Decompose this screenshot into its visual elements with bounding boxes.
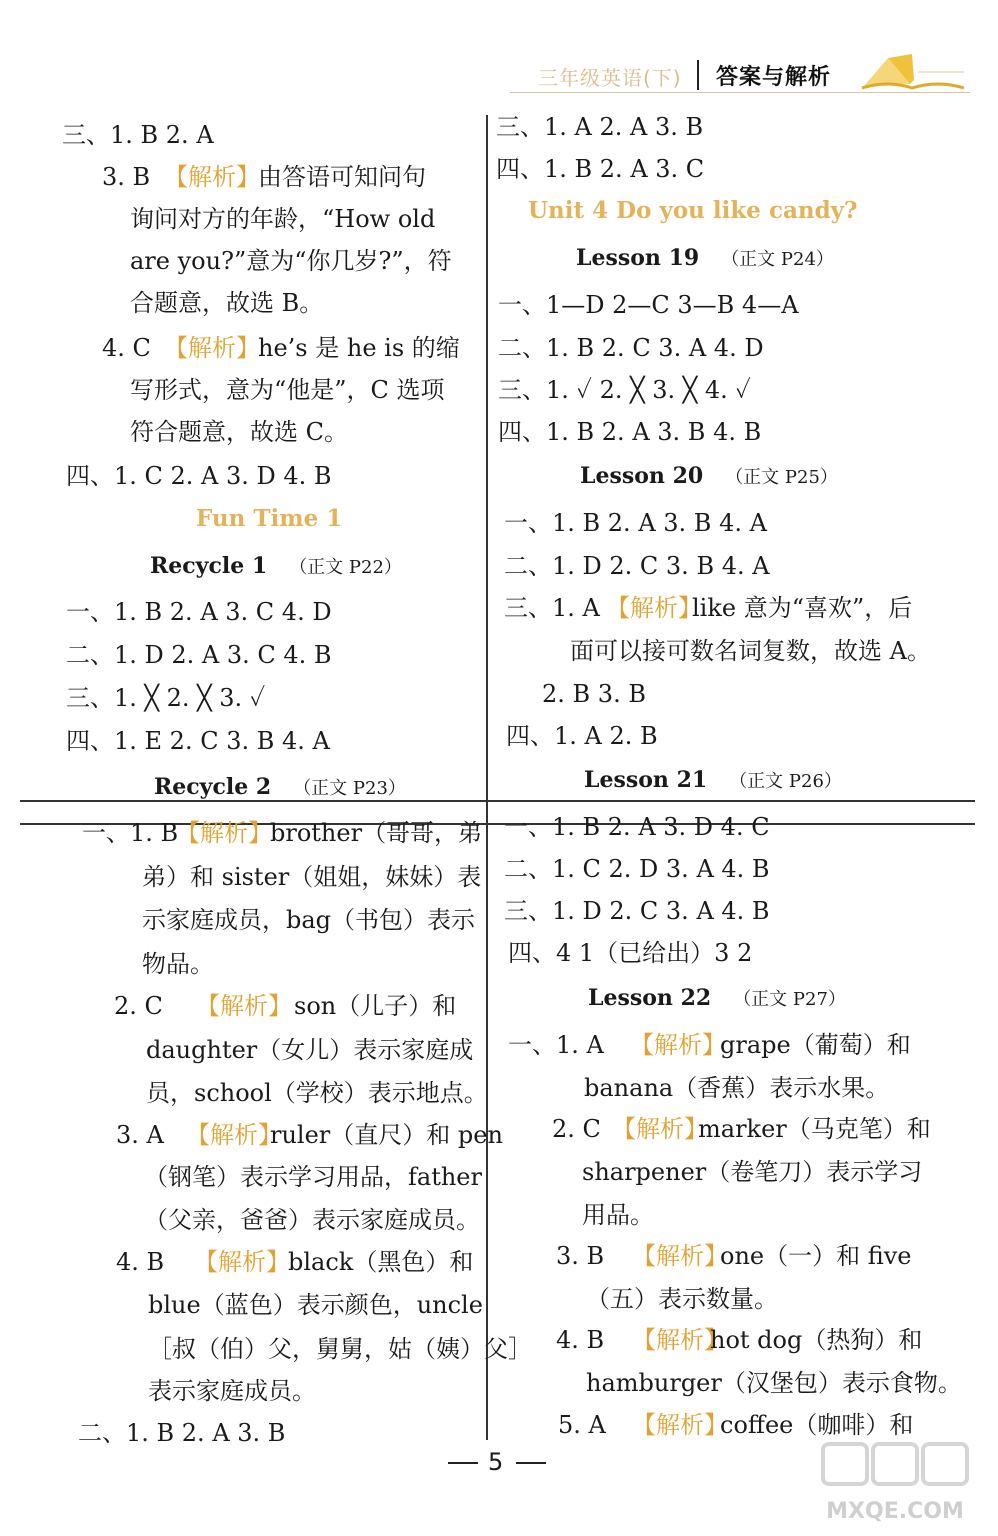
answer-line: 三、1. D 2. C 3. A 4. B	[504, 897, 770, 925]
answer-line: like 意为“喜欢”，后	[692, 594, 913, 622]
page-number: 5	[488, 1448, 504, 1476]
answer-line: 3. B	[102, 163, 151, 191]
answer-line: 弟）和 sister（姐姐，妹妹）表	[142, 863, 482, 891]
answer-line: 一、1. A	[508, 1031, 604, 1059]
answer-line: （父亲，爸爸）表示家庭成员。	[144, 1206, 480, 1234]
svg-text:MXQE.COM: MXQE.COM	[826, 1499, 964, 1524]
analysis-label: 【解析】	[630, 1031, 726, 1059]
analysis-label: 【解析】	[194, 1248, 290, 1276]
header-title: 答案与解析	[716, 65, 832, 90]
book-icon	[858, 50, 968, 94]
answer-line: 四、1. B 2. A 3. B 4. B	[498, 418, 762, 446]
page-number-dash-left	[448, 1462, 478, 1464]
answer-line: ［叔（伯）父，舅舅，姑（姨）父］	[148, 1335, 532, 1363]
answer-line: 物品。	[142, 950, 214, 978]
watermark-logo	[815, 1440, 975, 1530]
answer-line: 一、1—D 2—C 3—B 4—A	[498, 291, 799, 319]
answer-line: he’s 是 he is 的缩	[258, 334, 460, 362]
answer-line: 三、1. ✓ 2. ╳ 3. ╳ 4. ✓	[498, 376, 751, 404]
analysis-label: 【解析】	[164, 334, 260, 362]
answer-line: 合题意，故选 B。	[130, 289, 324, 317]
answer-line: 一、1. B 2. A 3. D 4. C	[504, 813, 770, 841]
answer-line: 四、1. B 2. A 3. C	[496, 155, 705, 183]
answer-line: 三、1. ╳ 2. ╳ 3. ✓	[66, 684, 266, 712]
answer-line: coffee（咖啡）和	[720, 1411, 914, 1439]
answer-line: hamburger（汉堡包）表示食物。	[586, 1369, 962, 1397]
answer-line: grape（葡萄）和	[720, 1031, 911, 1059]
answer-line: 3. B	[556, 1242, 605, 1270]
answer-line: 员，school（学校）表示地点。	[146, 1079, 488, 1107]
answer-line: 三、1. A	[504, 594, 600, 622]
analysis-label: 【解析】	[186, 1121, 282, 1149]
answer-line: 2. C	[114, 992, 163, 1020]
fun-time-heading: Fun Time 1	[196, 505, 343, 532]
answer-line: 示家庭成员，bag（书包）表示	[142, 906, 476, 934]
answer-line: one（一）和 five	[720, 1242, 912, 1270]
answer-line: brother（哥哥，弟	[270, 819, 483, 847]
answer-line: 2. B 3. B	[542, 680, 646, 708]
lesson21-heading: Lesson 21 （正文 P26）	[584, 767, 842, 793]
answer-line: 一、1. B	[82, 819, 179, 847]
lesson20-heading: Lesson 20 （正文 P25）	[580, 463, 838, 489]
answer-line: blue（蓝色）表示颜色，uncle	[148, 1291, 483, 1319]
analysis-label: 【解析】	[612, 1115, 708, 1143]
answer-line: 四、1. C 2. A 3. D 4. B	[66, 462, 332, 490]
recycle1-heading: Recycle 1 （正文 P22）	[150, 553, 402, 579]
lesson22-heading: Lesson 22 （正文 P27）	[588, 985, 846, 1011]
analysis-label: 【解析】	[632, 1326, 728, 1354]
answer-line: 写形式，意为“他是”，C 选项	[130, 376, 445, 404]
answer-line: 2. C	[552, 1115, 601, 1143]
analysis-label: 【解析】	[632, 1242, 728, 1270]
answer-line: 询问对方的年龄，“How old	[130, 205, 436, 233]
answer-line: 二、1. D 2. C 3. B 4. A	[504, 552, 770, 580]
header-divider	[697, 60, 699, 90]
answer-line: 符合题意，故选 C。	[130, 418, 348, 446]
answer-line: 4. C	[102, 334, 151, 362]
recycle2-heading: Recycle 2 （正文 P23）	[154, 774, 406, 800]
answer-line: 表示家庭成员。	[148, 1377, 316, 1405]
answer-line: （五）表示数量。	[586, 1285, 778, 1313]
answer-line: black（黑色）和	[288, 1248, 474, 1276]
answer-line: （钢笔）表示学习用品，father	[144, 1163, 482, 1191]
analysis-label: 【解析】	[606, 594, 702, 622]
analysis-label: 【解析】	[176, 819, 272, 847]
answer-line: 二、1. D 2. A 3. C 4. B	[66, 641, 332, 669]
cut-line-top	[20, 800, 975, 802]
answer-line: 四、1. A 2. B	[506, 722, 658, 750]
answer-line: are you?”意为“你几岁?”，符	[130, 247, 452, 275]
lesson19-heading: Lesson 19 （正文 P24）	[576, 245, 834, 271]
answer-line: 3. A	[116, 1121, 164, 1149]
answer-line: hot dog（热狗）和	[710, 1326, 923, 1354]
answer-line: 二、1. B 2. C 3. A 4. D	[498, 334, 764, 362]
answer-line: 由答语可知问句	[258, 163, 426, 191]
answer-line: marker（马克笔）和	[698, 1115, 931, 1143]
answer-line: 二、1. C 2. D 3. A 4. B	[504, 855, 770, 883]
answer-line: 5. A	[558, 1411, 606, 1439]
answer-line: banana（香蕉）表示水果。	[584, 1074, 890, 1102]
answer-line: daughter（女儿）表示家庭成	[146, 1036, 474, 1064]
header-subtitle: 三年级英语(下)	[538, 66, 682, 90]
answer-line: 一、1. B 2. A 3. B 4. A	[504, 509, 767, 537]
answer-line: 4. B	[116, 1248, 165, 1276]
answer-line: son（儿子）和	[294, 992, 457, 1020]
analysis-label: 【解析】	[632, 1411, 728, 1439]
unit-heading: Unit 4 Do you like candy?	[528, 197, 858, 224]
page-number-dash-right	[516, 1462, 546, 1464]
answer-line: 三、1. A 2. A 3. B	[496, 113, 704, 141]
answer-line: sharpener（卷笔刀）表示学习	[582, 1158, 923, 1186]
answer-line: 一、1. B 2. A 3. C 4. D	[66, 598, 332, 626]
answer-line: 用品。	[582, 1201, 654, 1229]
answer-line: 二、1. B 2. A 3. B	[78, 1419, 286, 1447]
answer-line: 三、1. B 2. A	[62, 121, 214, 149]
column-divider	[486, 115, 488, 1440]
answer-line: 4. B	[556, 1326, 605, 1354]
analysis-label: 【解析】	[196, 992, 292, 1020]
answer-line: ruler（直尺）和 pen	[270, 1121, 503, 1149]
answer-line: 面可以接可数名词复数，故选 A。	[570, 637, 931, 665]
analysis-label: 【解析】	[164, 163, 260, 191]
answer-line: 四、1. E 2. C 3. B 4. A	[66, 727, 330, 755]
answer-line: 四、4 1（已给出）3 2	[508, 939, 753, 967]
